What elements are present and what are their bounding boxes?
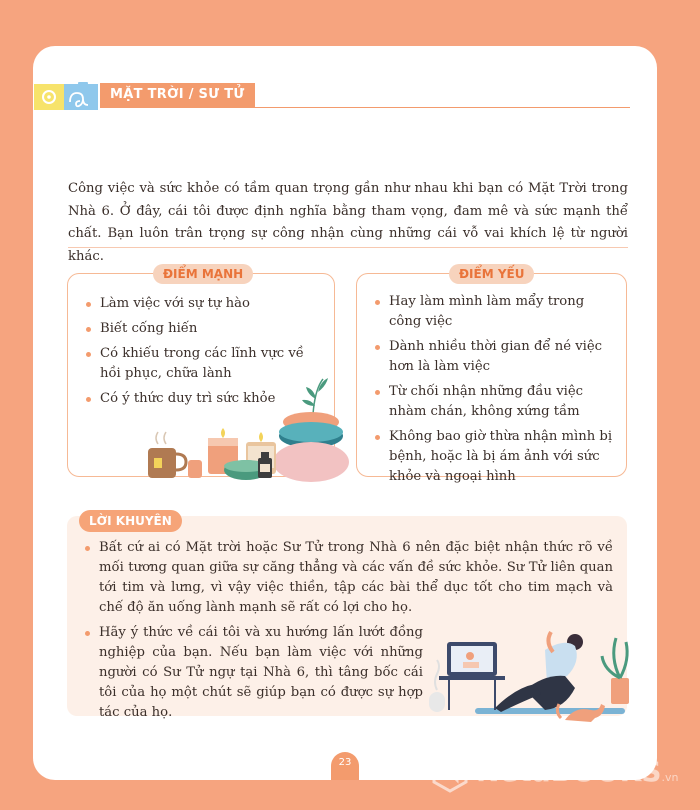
sun-leo-icon xyxy=(34,82,98,112)
page-number: 23 xyxy=(331,752,359,780)
list-item: Bất cứ ai có Mặt trời hoặc Sư Tử trong Nhà 6 nên đặc biệt nhận thức rõ về mối tương quan giữa sự căng thẳng và các vấn đề sức khỏe. Sư Tử liên quan tới tim và lưng, vì vậy việc thiền, tập các bài thể dục tốt cho tim mạch và chế độ ăn uống lành mạnh sẽ rất có lợi cho họ. xyxy=(83,538,613,618)
section-header xyxy=(34,82,630,108)
watermark-suffix: .vn xyxy=(661,771,679,784)
header-underline xyxy=(100,107,630,108)
netabooks-logo-icon xyxy=(430,753,470,793)
list-item: Có khiếu trong các lĩnh vực về hồi phục, chữa lành xyxy=(84,344,314,384)
list-item: Từ chối nhận những đầu việc nhàm chán, không xứng tầm xyxy=(373,382,613,422)
spa-candles-illustration xyxy=(148,374,358,484)
list-item: Dành nhiều thời gian để né việc hơn là làm việc xyxy=(373,337,613,377)
watermark xyxy=(430,752,679,792)
list-item: Biết cống hiến xyxy=(84,319,314,339)
advice-label: LỜI KHUYÊN xyxy=(79,510,182,532)
strengths-label: ĐIỂM MẠNH xyxy=(153,264,253,284)
list-item: Hay làm mình làm mẩy trong công việc xyxy=(373,292,613,332)
weaknesses-list xyxy=(373,292,613,492)
section-title: MẶT TRỜI / SƯ TỬ xyxy=(100,83,255,107)
watermark-brand: NetaBOOKS xyxy=(476,755,662,788)
weaknesses-label: ĐIỂM YẾU xyxy=(449,264,534,284)
list-item: Có ý thức duy trì sức khỏe xyxy=(84,389,314,409)
list-item: Không bao giờ thừa nhận mình bị bệnh, hoặc là bị ám ảnh với sức khỏe và ngoại hình xyxy=(373,427,613,487)
list-item: Hãy ý thức về cái tôi và xu hướng lấn lướt đồng nghiệp của bạn. Nếu bạn làm việc với những người có Sư Tử ngự tại Nhà 6, thì tâng bốc cái tôi của họ một chút sẽ giúp bạn có được sự hợp tác của họ. xyxy=(83,623,423,723)
yoga-illustration xyxy=(425,620,640,725)
list-item: Làm việc với sự tự hào xyxy=(84,294,314,314)
weaknesses-box xyxy=(356,267,627,484)
divider xyxy=(68,247,628,248)
intro-paragraph: Công việc và sức khỏe có tầm quan trọng gần như nhau khi bạn có Mặt Trời trong Nhà 6. Ở đây, cái tôi được định nghĩa bằng tham vọng, đam mê và sức mạnh thể chất. Bạn luôn trân trọng sự công nhận cùng những cái vỗ vai khích lệ từ người khác. xyxy=(68,181,628,264)
